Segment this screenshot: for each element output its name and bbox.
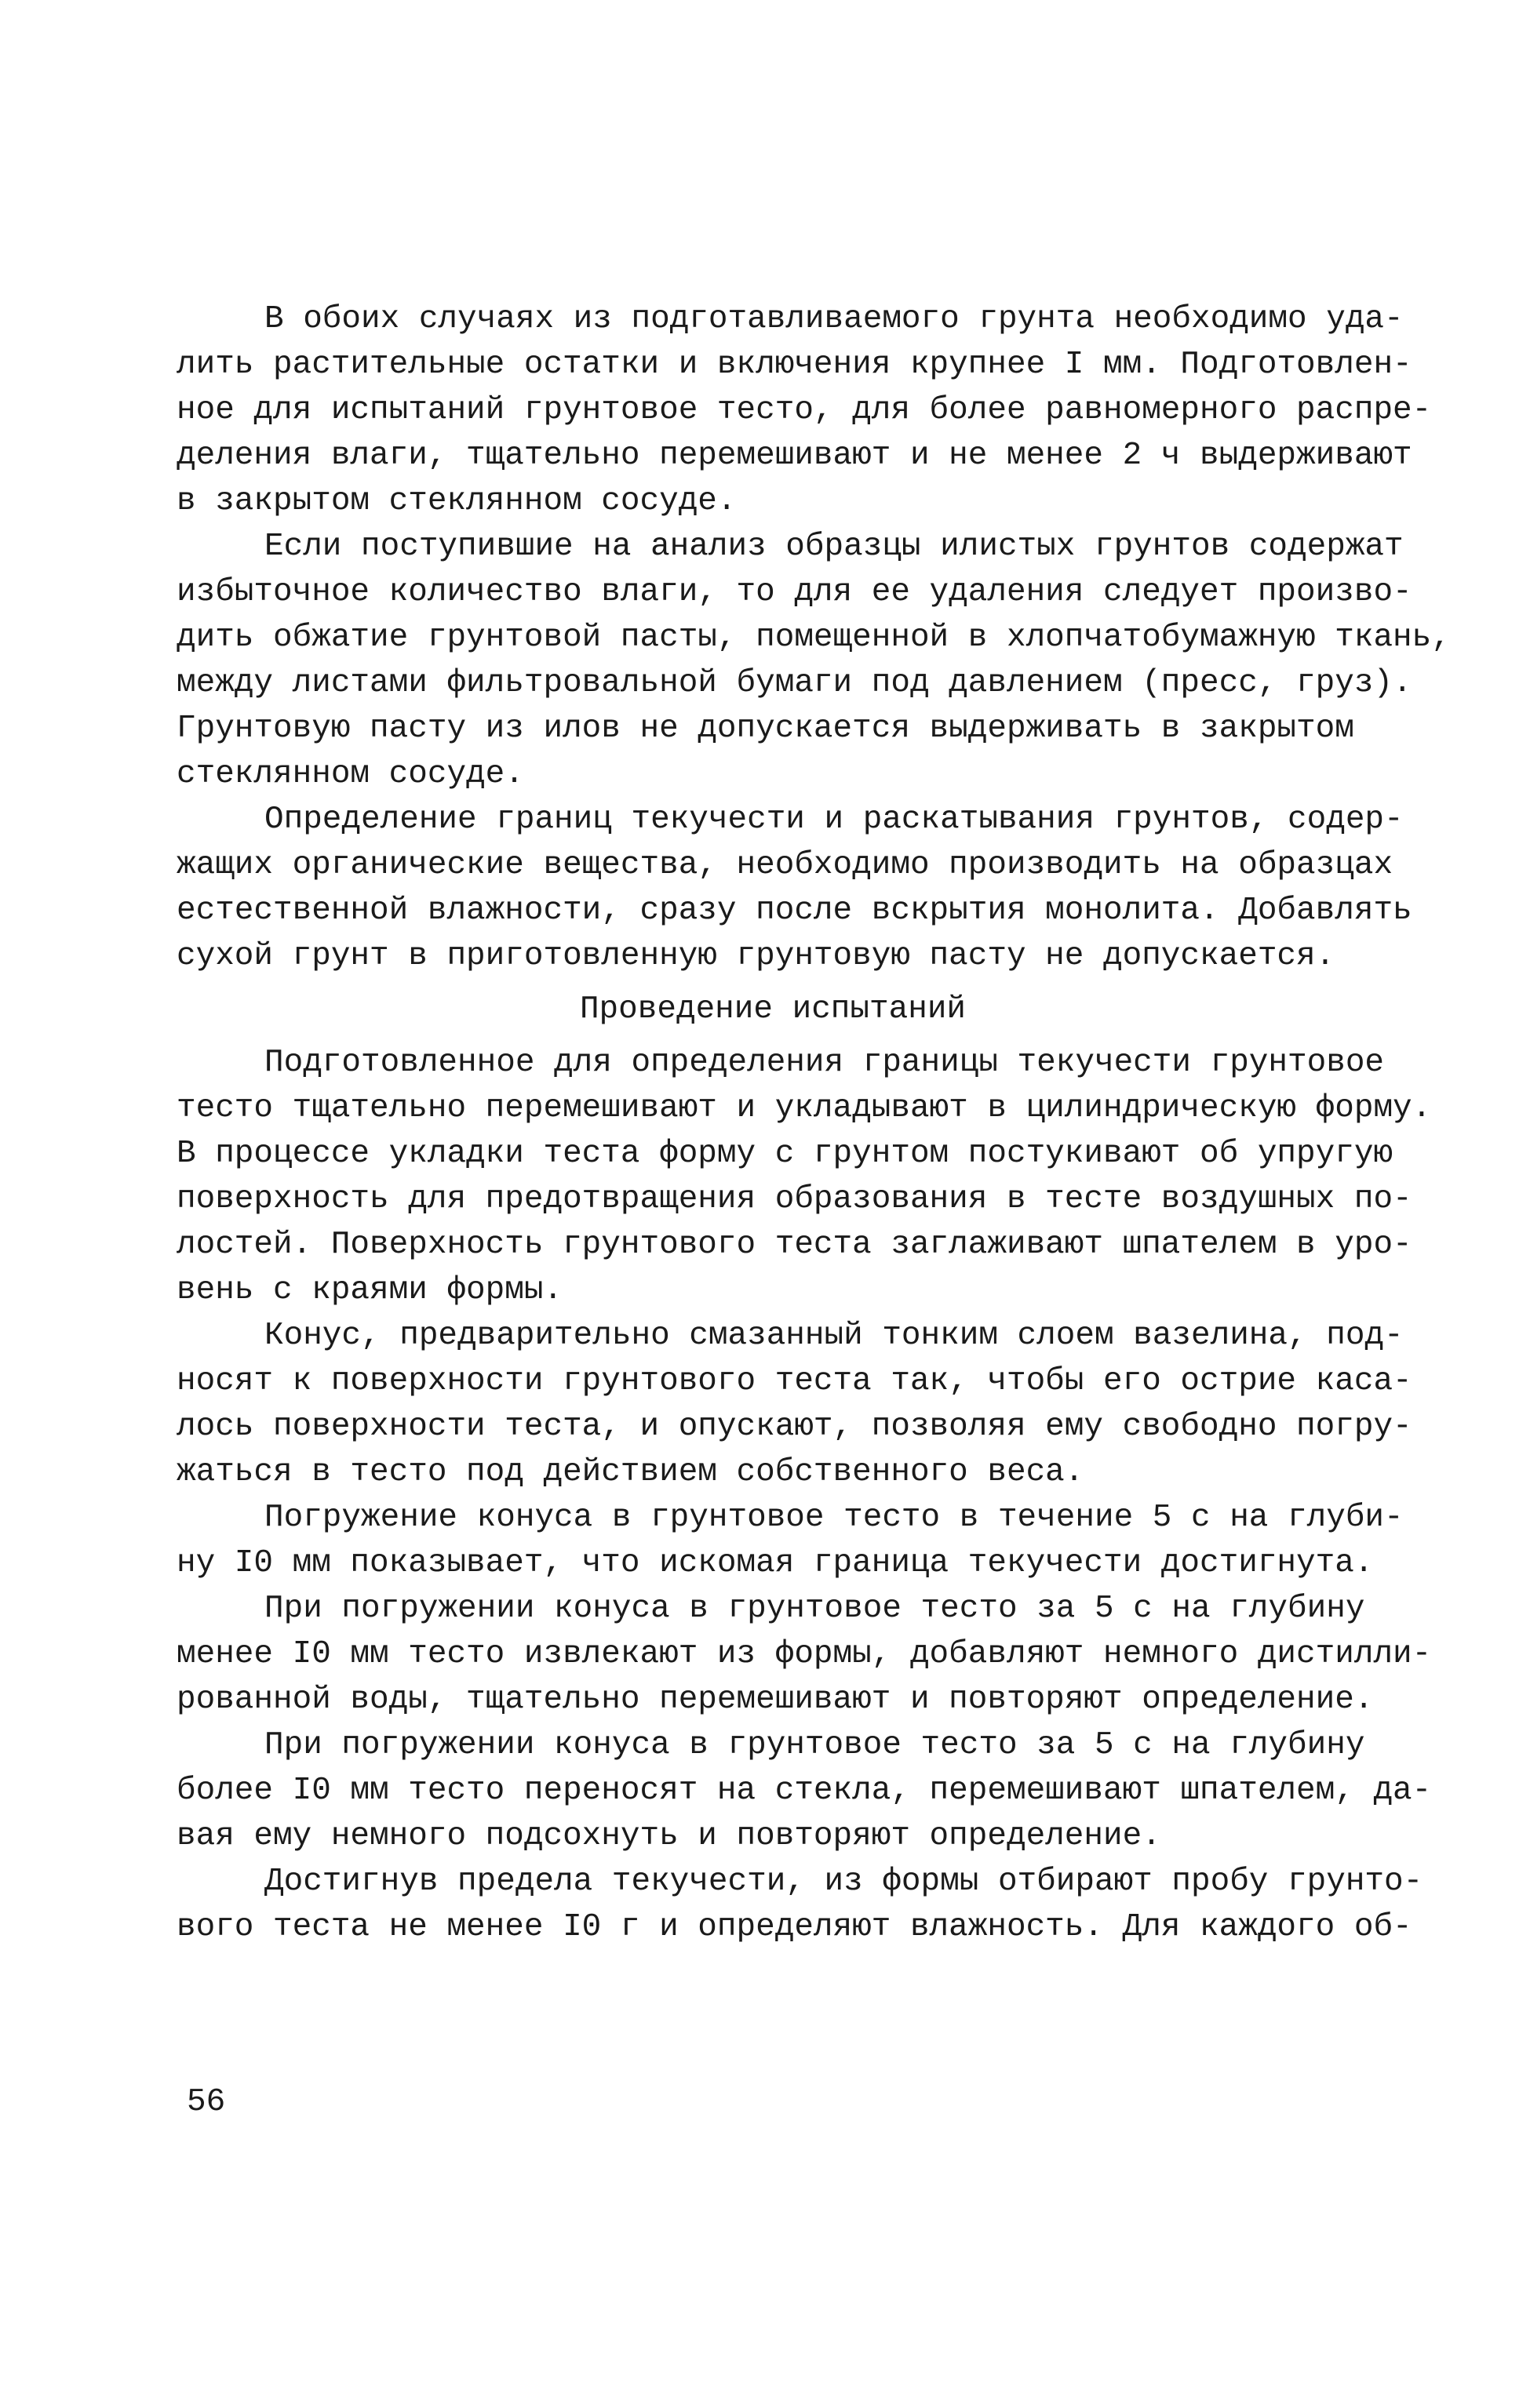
text-line: менее I0 мм тесто извлекают из формы, добавляют немного дистилли- (177, 1636, 1432, 1672)
paragraph (177, 1040, 1432, 1313)
text-line: Подготовленное для определения границы текучести грунтовое (264, 1045, 1385, 1081)
text-line: поверхность для предотвращения образования в тесте воздушных по- (177, 1181, 1412, 1217)
text-line: рованной воды, тщательно перемешивают и повторяют определение. (177, 1682, 1374, 1718)
text-line: ну I0 мм показывает, что искомая граница текучести достигнута. (177, 1545, 1374, 1581)
text-line: Если поступившие на анализ образцы илистых грунтов содержат (264, 529, 1404, 565)
text-line: жащих органические вещества, необходимо производить на образцах (177, 847, 1393, 883)
text-line: между листами фильтровальной бумаги под давлением (пресс, груз). (177, 665, 1412, 701)
paragraph (177, 1586, 1432, 1722)
text-line: деления влаги, тщательно перемешивают и не менее 2 ч выдерживают (177, 438, 1412, 474)
text-line: вая ему немного подсохнуть и повторяют определение. (177, 1818, 1161, 1854)
text-line: естественной влажности, сразу после вскрытия монолита. Добавлять (177, 893, 1412, 929)
text-line: жаться в тесто под действием собственного веса. (177, 1454, 1084, 1490)
text-line: носят к поверхности грунтового теста так, чтобы его острие каса- (177, 1363, 1412, 1399)
text-line: Определение границ текучести и раскатывания грунтов, содер- (264, 802, 1404, 838)
paragraph (177, 797, 1412, 979)
text-line: Достигнув предела текучести, из формы отбирают пробу грунто- (264, 1864, 1423, 1900)
text-line: Погружение конуса в грунтовое тесто в течение 5 с на глуби- (264, 1500, 1404, 1536)
body-text (177, 296, 1451, 1950)
text-line: тесто тщательно перемешивают и укладывают в цилиндрическую форму. (177, 1090, 1432, 1126)
text-line: дить обжатие грунтовой пасты, помещенной в хлопчатобумажную ткань, (177, 620, 1451, 656)
paragraph (177, 1313, 1412, 1495)
text-line: В процессе укладки теста форму с грунтом постукивают об упругую (177, 1136, 1393, 1172)
text-line: Конус, предварительно смазанный тонким слоем вазелина, под- (264, 1318, 1404, 1354)
text-line: Грунтовую пасту из илов не допускается выдерживать в закрытом (177, 711, 1354, 747)
text-line: вень с краями формы. (177, 1272, 563, 1308)
paragraph (177, 1722, 1432, 1859)
text-line: ное для испытаний грунтовое тесто, для более равномерного распре- (177, 392, 1432, 428)
paragraph (177, 524, 1451, 797)
text-line: избыточное количество влаги, то для ее удаления следует произво- (177, 574, 1412, 610)
section-heading: Проведение испытаний (579, 991, 967, 1028)
text-line: в закрытом стеклянном сосуде. (177, 483, 737, 519)
text-line: При погружении конуса в грунтовое тесто за 5 с на глубину (264, 1591, 1365, 1627)
text-line: более I0 мм тесто переносят на стекла, перемешивают шпателем, да- (177, 1773, 1432, 1809)
page-number: 56 (187, 2084, 226, 2120)
paragraph (177, 1495, 1404, 1586)
text-line: стеклянном сосуде. (177, 756, 524, 792)
paragraph (177, 296, 1432, 524)
paragraph (177, 1859, 1423, 1950)
text-line: При погружении конуса в грунтовое тесто за 5 с на глубину (264, 1727, 1365, 1763)
text-line: лить растительные остатки и включения крупнее I мм. Подготовлен- (177, 347, 1412, 383)
text-line: В обоих случаях из подготавливаемого грунта необходимо уда- (264, 301, 1404, 337)
text-line: сухой грунт в приготовленную грунтовую пасту не допускается. (177, 938, 1335, 974)
text-line: лось поверхности теста, и опускают, позволяя ему свободно погру- (177, 1409, 1412, 1445)
text-line: лостей. Поверхность грунтового теста заглаживают шпателем в уро- (177, 1227, 1412, 1263)
text-line: вого теста не менее I0 г и определяют влажность. Для каждого об- (177, 1909, 1412, 1945)
